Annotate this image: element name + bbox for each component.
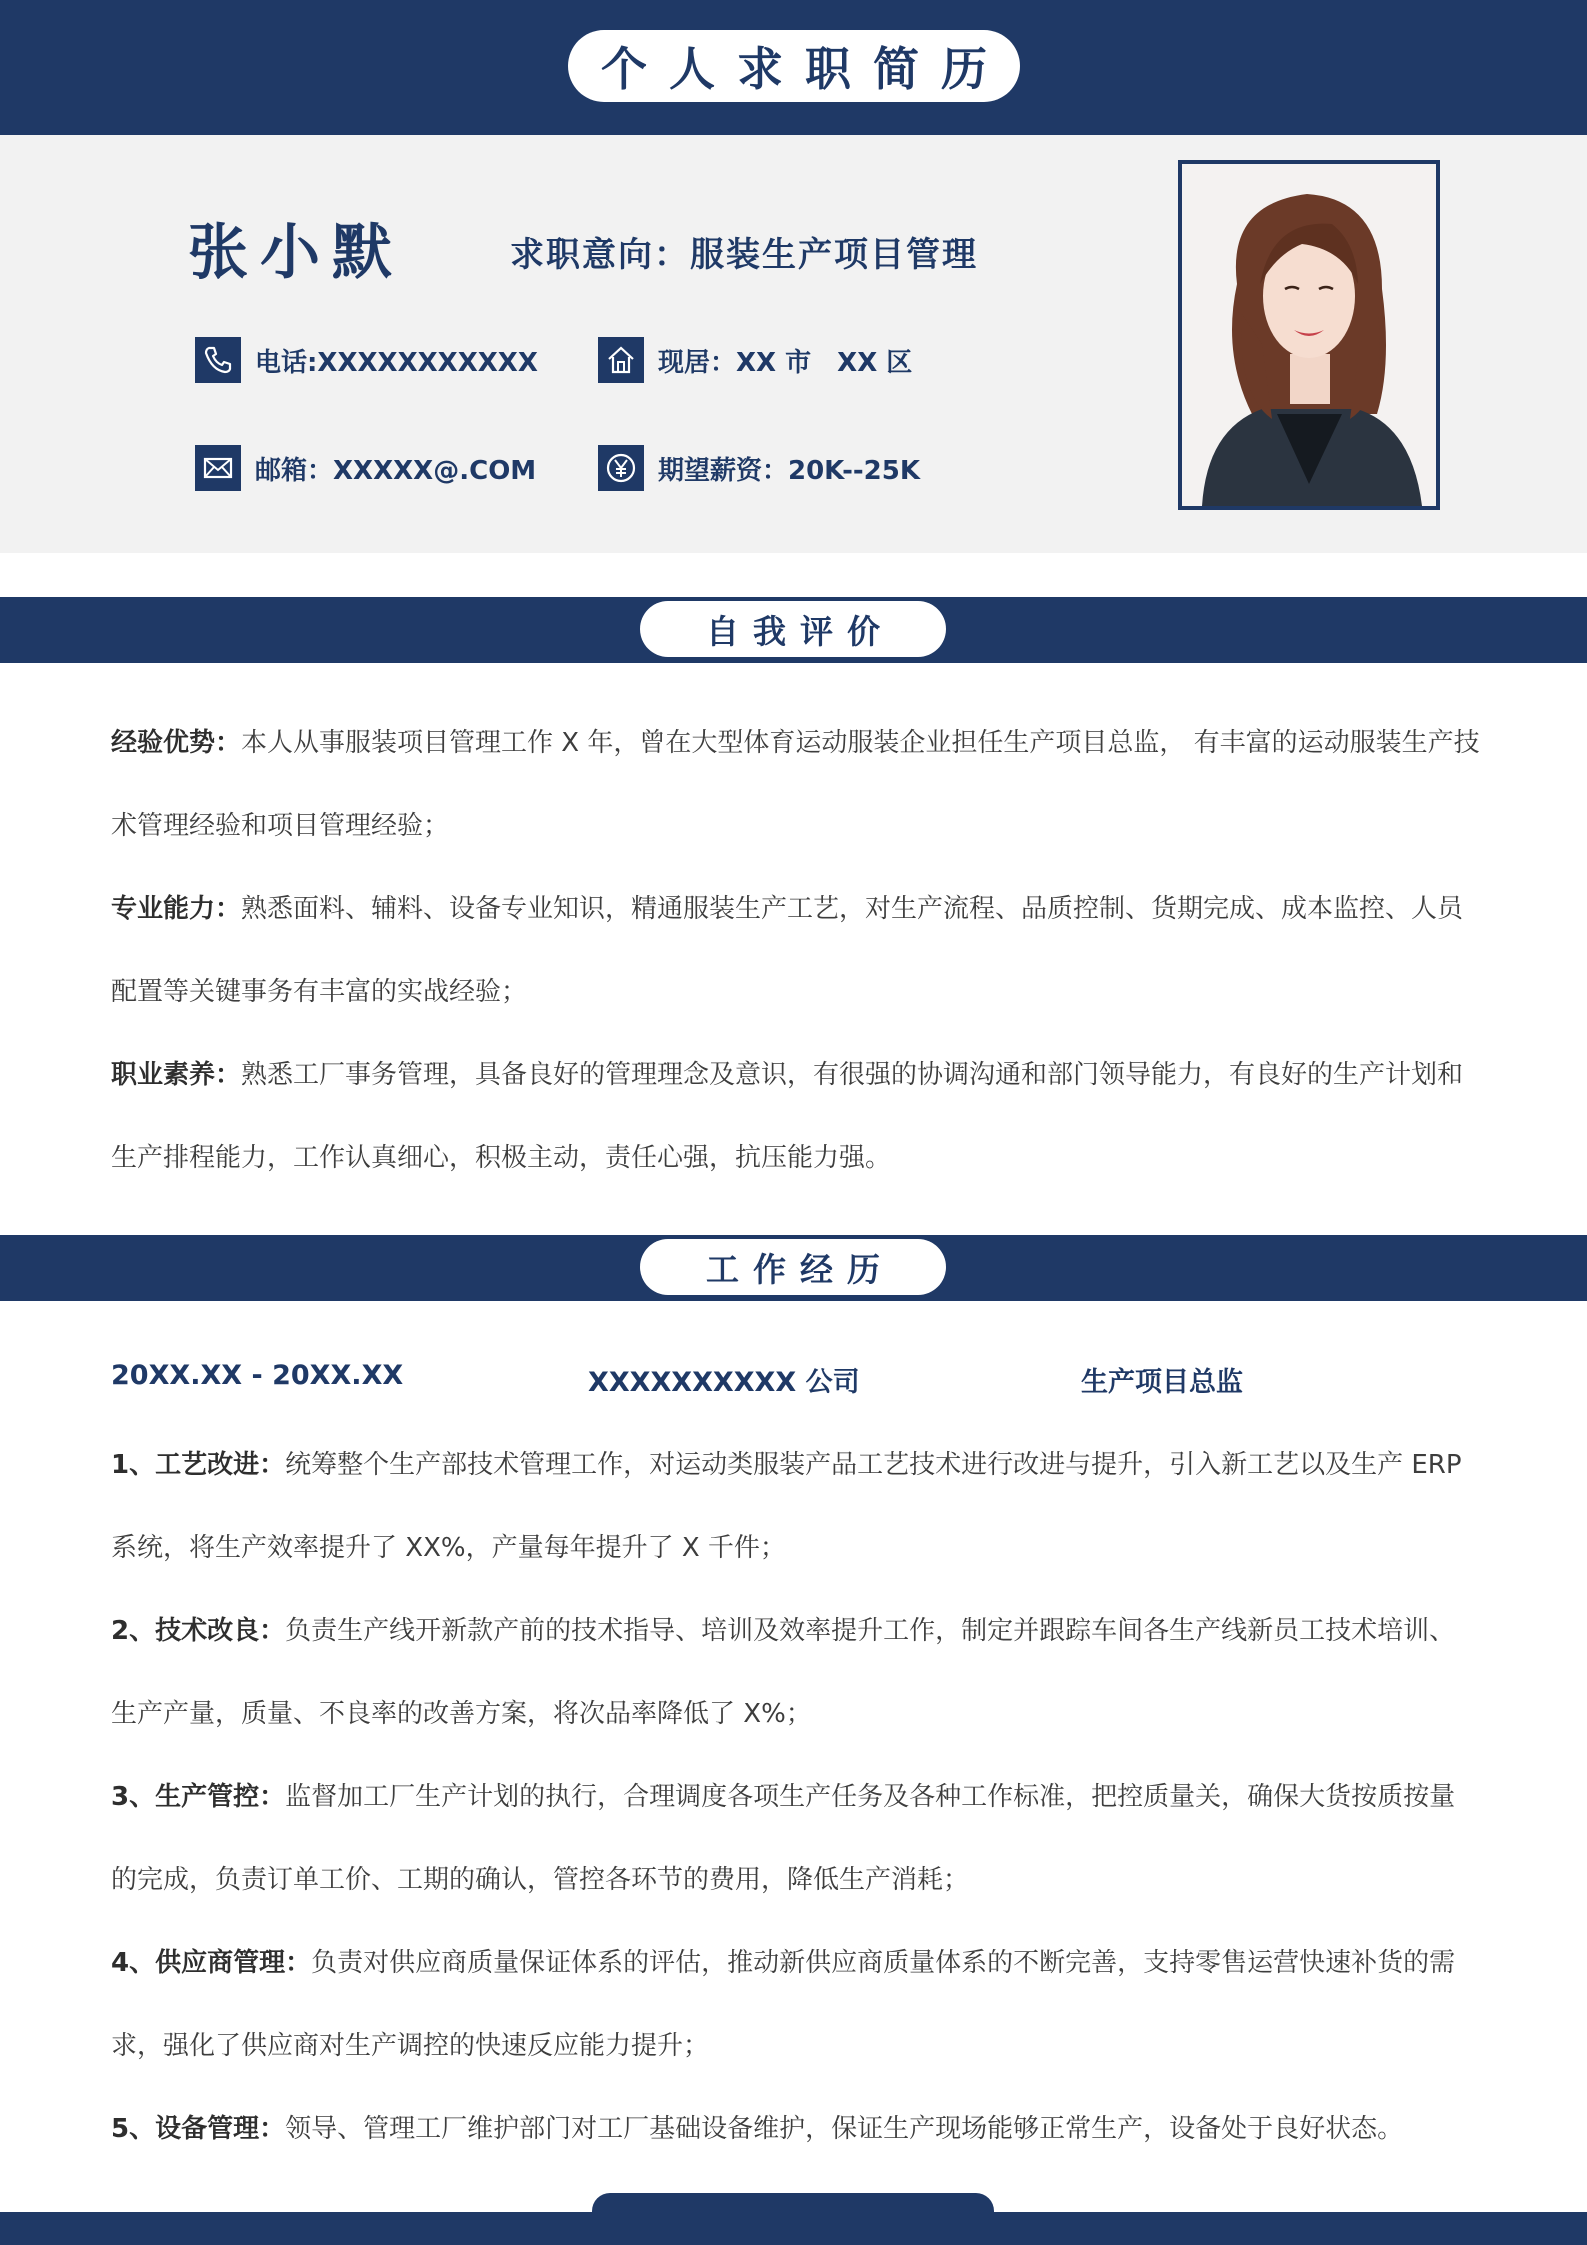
item-label: 4、供应商管理： [111, 1948, 312, 1978]
contact-email [195, 445, 536, 491]
work-item [111, 1590, 1481, 1756]
work-item [111, 1424, 1481, 1590]
item-text: 监督加工厂生产计划的执行，合理调度各项生产任务及各种工作标准，把控质量关，确保大货按质按量的完成，负责订单工价、工期的确认，管控各环节的费用，降低生产消耗； [111, 1782, 1456, 1895]
job-intent: 求职意向：服装生产项目管理 [510, 235, 978, 275]
job-company: XXXXXXXXXX 公司 [588, 1367, 860, 1398]
phone-icon [195, 337, 241, 383]
item-label: 5、设备管理： [111, 2114, 286, 2144]
work-body [111, 1424, 1481, 2171]
job-position: 生产项目总监 [1081, 1367, 1243, 1398]
work-band [0, 1235, 1587, 1301]
item-label: 3、生产管控： [111, 1782, 286, 1812]
item-text: 负责生产线开新款产前的技术指导、培训及效率提升工作，制定并跟踪车间各生产线新员工技术培训、生产产量，质量、不良率的改善方案，将次品率降低了 X%； [111, 1616, 1456, 1729]
contact-phone [195, 337, 538, 383]
item-label: 1、工艺改进： [111, 1450, 286, 1480]
profile-photo [1178, 160, 1440, 510]
self-eval-item [111, 868, 1481, 1034]
contact-salary [598, 445, 920, 491]
self-eval-item [111, 1034, 1481, 1200]
item-text: 熟悉面料、辅料、设备专业知识，精通服装生产工艺，对生产流程、品质控制、货期完成、成本监控、人员配置等关键事务有丰富的实战经验； [111, 894, 1464, 1007]
item-label: 专业能力： [111, 894, 242, 924]
work-heading: 工作经历 [640, 1239, 946, 1295]
salary-text: 期望薪资：20K--25K [658, 455, 920, 486]
top-banner [0, 0, 1587, 135]
resume-title: 个人求职简历 [568, 30, 1020, 102]
phone-text: 电话:XXXXXXXXXXX [255, 347, 538, 378]
self-eval-band [0, 597, 1587, 663]
candidate-name: 张小默 [188, 218, 404, 288]
item-text: 本人从事服装项目管理工作 X 年，曾在大型体育运动服装企业担任生产项目总监， 有丰富的运动服装生产技术管理经验和项目管理经验； [111, 728, 1480, 841]
profile-header [0, 135, 1587, 553]
work-item [111, 1756, 1481, 1922]
self-eval-heading: 自我评价 [640, 601, 946, 657]
bottom-tab [592, 2193, 994, 2245]
item-label: 职业素养： [111, 1060, 242, 1090]
contact-residence [598, 337, 912, 383]
mail-icon [195, 445, 241, 491]
job-summary-row [111, 1360, 1481, 1400]
yen-icon [598, 445, 644, 491]
item-text: 领导、管理工厂维护部门对工厂基础设备维护，保证生产现场能够正常生产，设备处于良好状态。 [285, 2114, 1404, 2144]
item-text: 统筹整个生产部技术管理工作，对运动类服装产品工艺技术进行改进与提升，引入新工艺以及生产 ERP 系统，将生产效率提升了 XX%，产量每年提升了 X 千件； [111, 1450, 1462, 1563]
job-date: 20XX.XX - 20XX.XX [111, 1360, 404, 1391]
item-label: 经验优势： [111, 728, 242, 758]
item-text: 负责对供应商质量保证体系的评估，推动新供应商质量体系的不断完善，支持零售运营快速补货的需求，强化了供应商对生产调控的快速反应能力提升； [111, 1948, 1456, 2061]
self-eval-body [111, 702, 1481, 1200]
work-item [111, 2088, 1481, 2171]
work-item [111, 1922, 1481, 2088]
residence-text: 现居：XX 市 XX 区 [658, 347, 913, 378]
item-text: 熟悉工厂事务管理，具备良好的管理理念及意识，有很强的协调沟通和部门领导能力，有良好的生产计划和生产排程能力，工作认真细心，积极主动，责任心强，抗压能力强。 [111, 1060, 1464, 1173]
email-text: 邮箱：XXXXX@.COM [255, 455, 537, 486]
self-eval-item [111, 702, 1481, 868]
item-label: 2、技术改良： [111, 1616, 286, 1646]
home-icon [598, 337, 644, 383]
